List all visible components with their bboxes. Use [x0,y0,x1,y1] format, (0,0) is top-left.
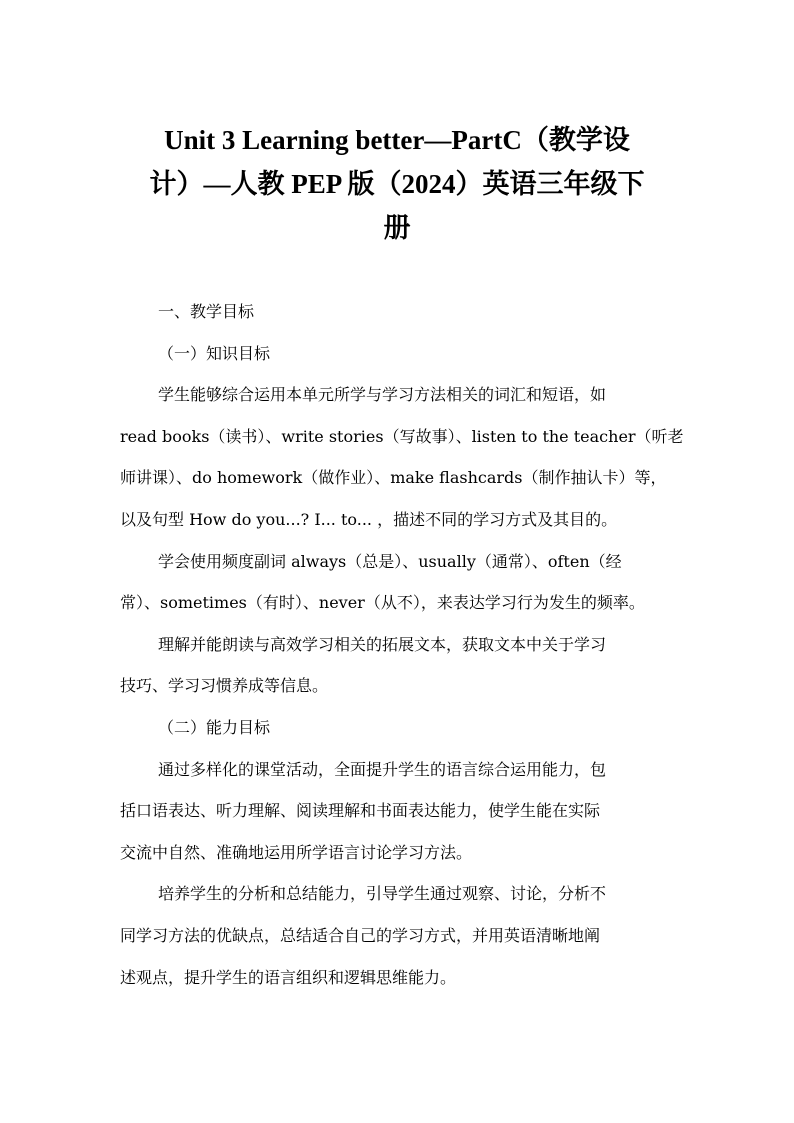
title-line-2: 计）—人教 PEP 版（2024）英语三年级下 [149,169,645,199]
paragraph-line: 培养学生的分析和总结能力，引导学生通过观察、讨论，分析不 [158,884,607,903]
section-heading-teaching-goals: 一、教学目标 [158,302,255,321]
paragraph-line: 括口语表达、听力理解、阅读理解和书面表达能力，使学生能在实际 [120,801,601,820]
paragraph-line: 同学习方法的优缺点，总结适合自己的学习方式，并用英语清晰地阐 [120,926,601,945]
paragraph-line: 学生能够综合运用本单元所学与学习方法相关的词汇和短语，如 [158,385,607,404]
paragraph-line: read books（读书）、write stories（写故事）、listen to the teacher（听老 [120,427,684,446]
paragraph-line: 学会使用频度副词 always（总是）、usually（通常）、often（经 [158,552,622,571]
paragraph-line: 理解并能朗读与高效学习相关的拓展文本，获取文本中关于学习 [158,635,607,654]
subheading-ability-goals: （二）能力目标 [158,718,271,737]
paragraph-line: 交流中自然、准确地运用所学语言讨论学习方法。 [120,843,473,862]
subheading-knowledge-goals: （一）知识目标 [158,344,271,363]
paragraph-line: 以及句型 How do you...? I... to... ，描述不同的学习方式及其目的。 [120,510,618,529]
paragraph-line: 常）、sometimes（有时）、never（从不），来表达学习行为发生的频率。 [120,593,645,612]
title-line-1: Unit 3 Learning better—PartC（教学设 [164,125,630,155]
document-title [120,118,674,250]
title-line-3: 册 [383,213,411,243]
paragraph-line: 技巧、学习习惯养成等信息。 [120,676,329,695]
paragraph-line: 述观点，提升学生的语言组织和逻辑思维能力。 [120,968,457,987]
paragraph-line: 师讲课）、do homework（做作业）、make flashcards（制作抽认卡）等， [120,468,667,487]
paragraph-line: 通过多样化的课堂活动，全面提升学生的语言综合运用能力，包 [158,760,607,779]
